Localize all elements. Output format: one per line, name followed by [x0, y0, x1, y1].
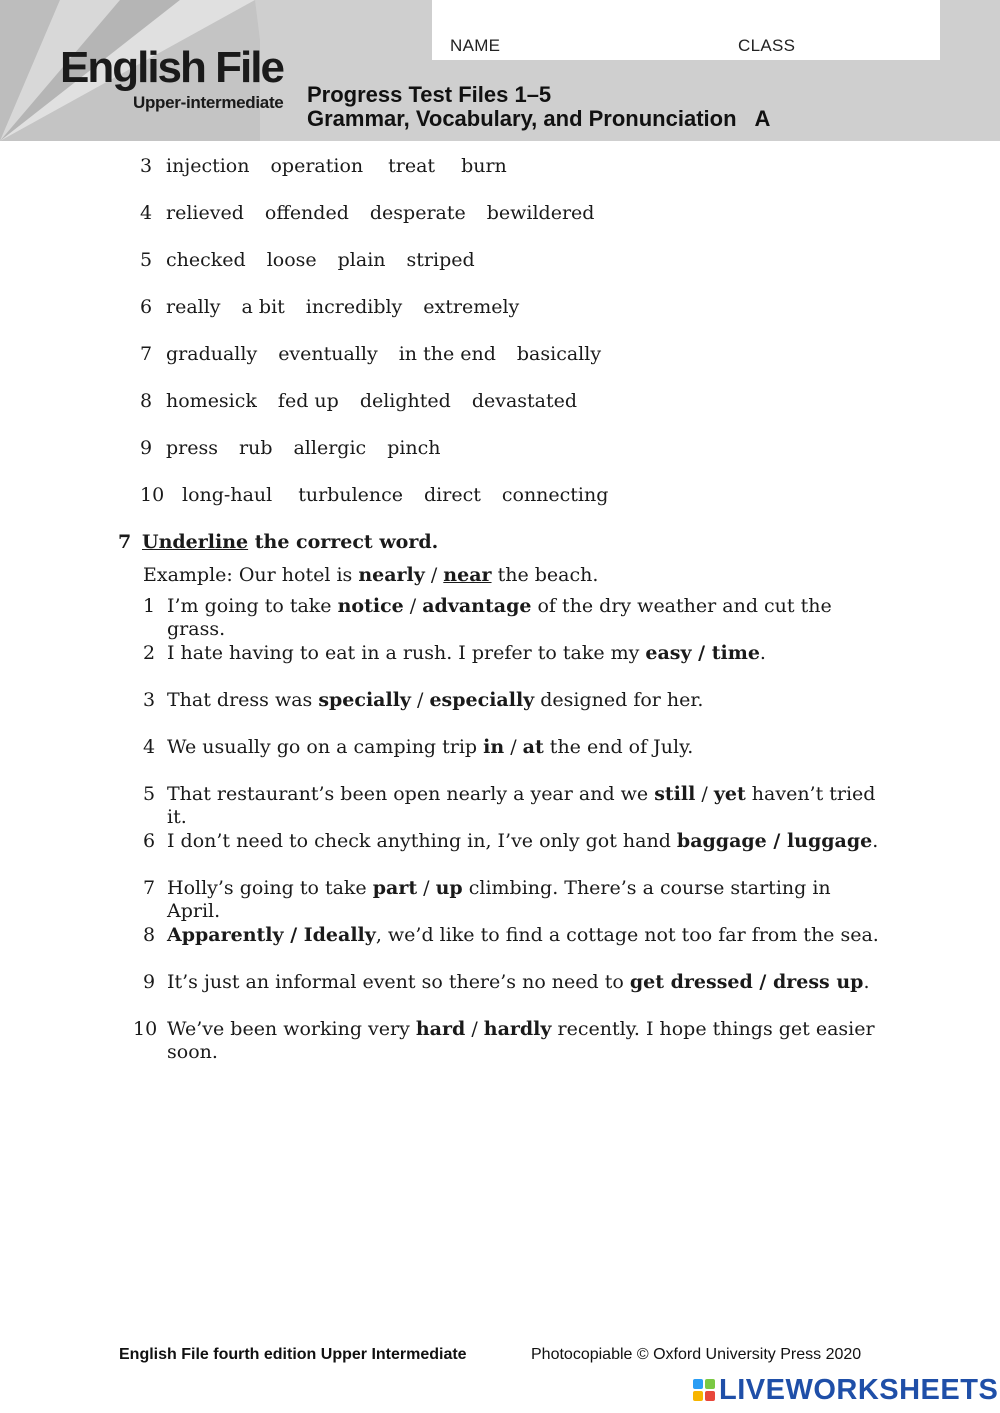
name-label: NAME: [450, 36, 501, 55]
word-row: 4 relieved offended desperate bewildered: [140, 202, 595, 224]
word-row: 8 homesick fed up delighted devastated: [140, 390, 578, 412]
option-b[interactable]: dress up: [772, 971, 864, 993]
test-title-line2: Grammar, Vocabulary, and Pronunciation: [307, 106, 737, 131]
option-b[interactable]: at: [522, 736, 544, 758]
word-option[interactable]: gradually: [166, 343, 258, 365]
word-option[interactable]: in the end: [398, 343, 496, 365]
word-option[interactable]: basically: [516, 343, 602, 365]
liveworksheets-watermark: [693, 1375, 998, 1405]
word-option[interactable]: really: [166, 296, 221, 318]
option-b[interactable]: luggage: [786, 830, 873, 852]
option-a[interactable]: hard: [415, 1018, 466, 1040]
footer-edition: English File fourth edition Upper Intermediate: [119, 1346, 467, 1363]
page-header: [0, 0, 1000, 141]
option-b[interactable]: yet: [713, 783, 746, 805]
option-a[interactable]: baggage: [676, 830, 767, 852]
word-option[interactable]: pinch: [387, 437, 441, 459]
option-a[interactable]: easy: [645, 642, 692, 664]
option-b[interactable]: Ideally: [303, 924, 376, 946]
option-b[interactable]: advantage: [422, 595, 532, 617]
liveworksheets-text: LIVEWORKSHEETS: [719, 1373, 999, 1406]
option-a[interactable]: still: [654, 783, 696, 805]
option-b[interactable]: hardly: [483, 1018, 552, 1040]
footer-copyright: Photocopiable © Oxford University Press 2020: [531, 1346, 862, 1363]
word-option[interactable]: offended: [264, 202, 349, 224]
word-option[interactable]: rub: [239, 437, 273, 459]
option-a[interactable]: notice: [337, 595, 404, 617]
word-option[interactable]: devastated: [471, 390, 578, 412]
option-a[interactable]: get dressed: [629, 971, 753, 993]
word-option[interactable]: injection: [166, 155, 250, 177]
test-title: [307, 83, 770, 131]
word-option[interactable]: turbulence: [298, 484, 404, 506]
word-option[interactable]: bewildered: [486, 202, 595, 224]
test-form-letter: A: [754, 106, 771, 131]
word-row: 6 really a bit incredibly extremely: [140, 296, 520, 318]
exercise-7-example: Example: Our hotel is nearly / near the beach.: [143, 564, 599, 586]
word-option[interactable]: striped: [406, 249, 475, 271]
word-option[interactable]: homesick: [166, 390, 257, 412]
word-option[interactable]: treat: [388, 155, 436, 177]
option-b-underlined[interactable]: near: [443, 564, 492, 586]
liveworksheets-logo-icon: [693, 1379, 715, 1401]
word-row: 10 long-haul turbulence direct connecting: [140, 484, 609, 506]
word-option[interactable]: incredibly: [305, 296, 403, 318]
brand-logo: English File: [60, 43, 283, 92]
option-b[interactable]: up: [435, 877, 463, 899]
word-option[interactable]: long-haul: [182, 484, 273, 506]
word-option[interactable]: fed up: [277, 390, 339, 412]
word-option[interactable]: plain: [337, 249, 386, 271]
word-option[interactable]: allergic: [293, 437, 367, 459]
option-b[interactable]: especially: [429, 689, 535, 711]
word-option[interactable]: burn: [461, 155, 507, 177]
option-a[interactable]: Apparently: [167, 924, 284, 946]
class-label: CLASS: [738, 36, 796, 55]
word-row: 3 injection operation treat burn: [140, 155, 507, 177]
option-b[interactable]: time: [711, 642, 760, 664]
word-option[interactable]: eventually: [278, 343, 378, 365]
option-a[interactable]: specially: [318, 689, 411, 711]
test-title-line1: Progress Test Files 1–5: [307, 82, 552, 107]
word-row: 5 checked loose plain striped: [140, 249, 475, 271]
name-class-box: [432, 0, 940, 60]
exercise-7-heading: 7 Underline the correct word.: [118, 531, 439, 553]
word-option[interactable]: direct: [424, 484, 481, 506]
word-option[interactable]: press: [166, 437, 218, 459]
word-option[interactable]: loose: [266, 249, 317, 271]
word-option[interactable]: delighted: [359, 390, 451, 412]
option-a[interactable]: part: [372, 877, 418, 899]
word-option[interactable]: connecting: [501, 484, 609, 506]
brand-level: Upper-intermediate: [133, 93, 284, 112]
word-row: 9 press rub allergic pinch: [140, 437, 441, 459]
word-option[interactable]: operation: [270, 155, 364, 177]
word-option[interactable]: checked: [166, 249, 246, 271]
word-option[interactable]: relieved: [166, 202, 244, 224]
word-row: 7 gradually eventually in the end basically: [140, 343, 602, 365]
option-a[interactable]: nearly: [358, 564, 425, 586]
option-a[interactable]: in: [483, 736, 505, 758]
word-option[interactable]: desperate: [369, 202, 466, 224]
word-option[interactable]: extremely: [423, 296, 520, 318]
word-option[interactable]: a bit: [241, 296, 285, 318]
